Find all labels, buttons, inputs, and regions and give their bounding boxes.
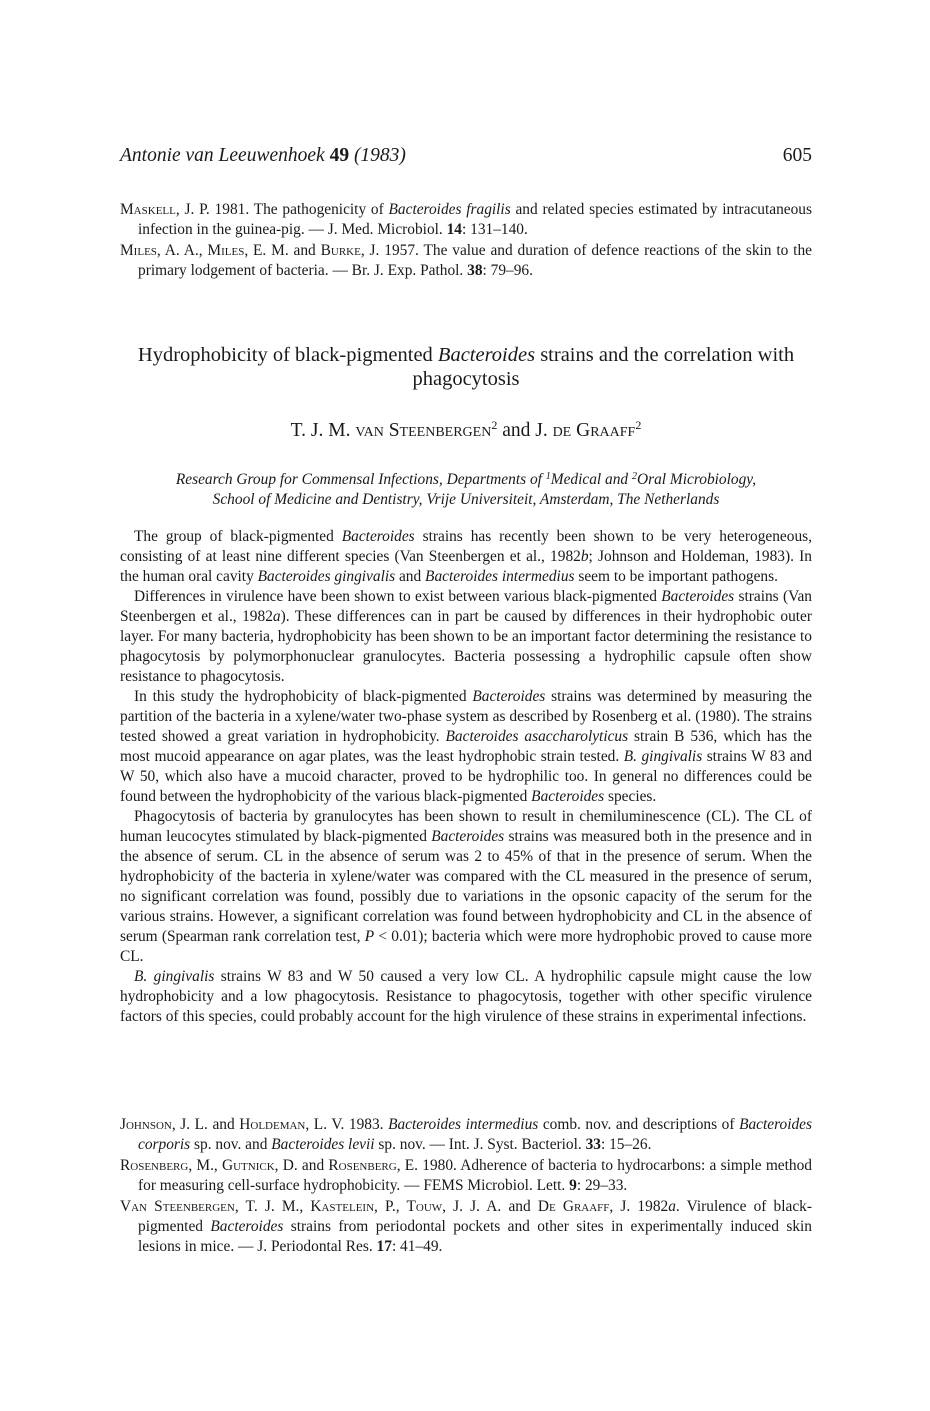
- article-authors: T. J. M. van Steenbergen$^2$ and J. de Graaff$^2$: [290, 418, 642, 441]
- journal-name: Antonie van Leeuwenhoek: [120, 145, 325, 166]
- reference-item: Miles, A. A., Miles, E. M. and Burke, J. 1957. The value and duration of defence reactions of the skin to the primary lodgement of bacteria. — Br. J. Exp. Pathol. 38: 79–96.: [120, 242, 812, 279]
- running-header: [120, 145, 812, 173]
- article-title: Hydrophobicity of black-pigmented Bacteroides strains and the correlation with phagocytosis: [137, 344, 795, 390]
- journal-year: (1983): [353, 145, 406, 166]
- reference-item: Maskell, J. P. 1981. The pathogenicity of Bacteroides fragilis and related species estimated by intracutaneous infection in the guinea-pig. — J. Med. Microbiol. 14: 131–140.: [120, 201, 812, 238]
- reference-item: Rosenberg, M., Gutnick, D. and Rosenberg, E. 1980. Adherence of bacteria to hydrocarbons: a simple method for measuring cell-surface hydrophobicity. — FEMS Microbiol. Lett. 9: 29–33.: [120, 1157, 813, 1194]
- abstract-paragraph: B. gingivalis strains W 83 and W 50 caused a very low CL. A hydrophilic capsule might cause the low hydrophobicity and a low phagocytosis. Resistance to phagocytosis, together with other specific virulence factors of this species, could probably account for the high virulence of these strains in experimental infections.: [120, 968, 812, 1025]
- reference-item: Johnson, J. L. and Holdeman, L. V. 1983. Bacteroides intermedius comb. nov. and descriptions of Bacteroides corporis sp. nov. and Bacteroides levii sp. nov. — Int. J. Syst. Bacteriol. 33: 15–26.: [120, 1116, 813, 1153]
- journal-citation: [120, 145, 406, 167]
- reference-item: Van Steenbergen, T. J. M., Kastelein, P., Touw, J. J. A. and De Graaff, J. 1982a. Virulence of black-pigmented Bacteroides strains from periodontal pockets and other sites in experimentally induced skin lesions in mice. — J. Periodontal Res. 17: 41–49.: [120, 1198, 813, 1255]
- abstract-paragraph: Phagocytosis of bacteria by granulocytes has been shown to result in chemiluminescence (CL). The CL of human leucocytes stimulated by black-pigmented Bacteroides strains was measured both in the presence and in the absence of serum. CL in the absence of serum was 2 to 45% of that in the presence of serum. When the hydrophobicity of the bacteria in xylene/water was compared with the CL measured in the presence of serum, no significant correlation was found, possibly due to variations in the opsonic capacity of the serum for the various strains. However, a significant correlation was found between hydrophobicity and CL in the absence of serum (Spearman rank correlation test, P < 0.01); bacteria which were more hydrophobic proved to cause more CL.: [120, 808, 813, 965]
- bottom-reference-list: [120, 1115, 812, 1258]
- abstract-body: [120, 527, 812, 1027]
- abstract-paragraph: Differences in virulence have been shown to exist between various black-pigmented Bacteroides strains (Van Steenbergen et al., 1982a). These differences can in part be caused by differences in their hydrophobic outer layer. For many bacteria, hydrophobicity has been shown to be an important factor determining the resistance to phagocytosis by polymorphonuclear granulocytes. Bacteria possessing a hydrophilic capsule often show resistance to phagocytosis.: [120, 588, 813, 685]
- author-affiliation: Research Group for Commensal Infections, Departments of $^1$Medical and $^2$Oral Microbiology, School of Medicine and Dentistry, Vrije Universiteit, Amsterdam, The Netherlands: [175, 471, 757, 508]
- page-number: 605: [782, 145, 812, 166]
- abstract-paragraph: The group of black-pigmented Bacteroides strains has recently been shown to be very heterogeneous, consisting of at least nine different species (Van Steenbergen et al., 1982b; Johnson and Holdeman, 1983). In the human oral cavity Bacteroides gingivalis and Bacteroides intermedius seem to be important pathogens.: [120, 528, 812, 585]
- journal-volume: 49: [329, 145, 350, 166]
- top-reference-list: [120, 200, 812, 282]
- abstract-paragraph: In this study the hydrophobicity of black-pigmented Bacteroides strains was determined by measuring the partition of the bacteria in a xylene/water two-phase system as described by Rosenberg et al. (1980). The strains tested showed a great variation in hydrophobicity. Bacteroides asaccharolyticus strain B 536, which has the most mucoid appearance on agar plates, was the least hydrophobic strain tested. B. gingivalis strains W 83 and W 50, which also have a mucoid character, proved to be hydrophilic too. In general no differences could be found between the hydrophobicity of the various black-pigmented Bacteroides species.: [120, 688, 812, 805]
